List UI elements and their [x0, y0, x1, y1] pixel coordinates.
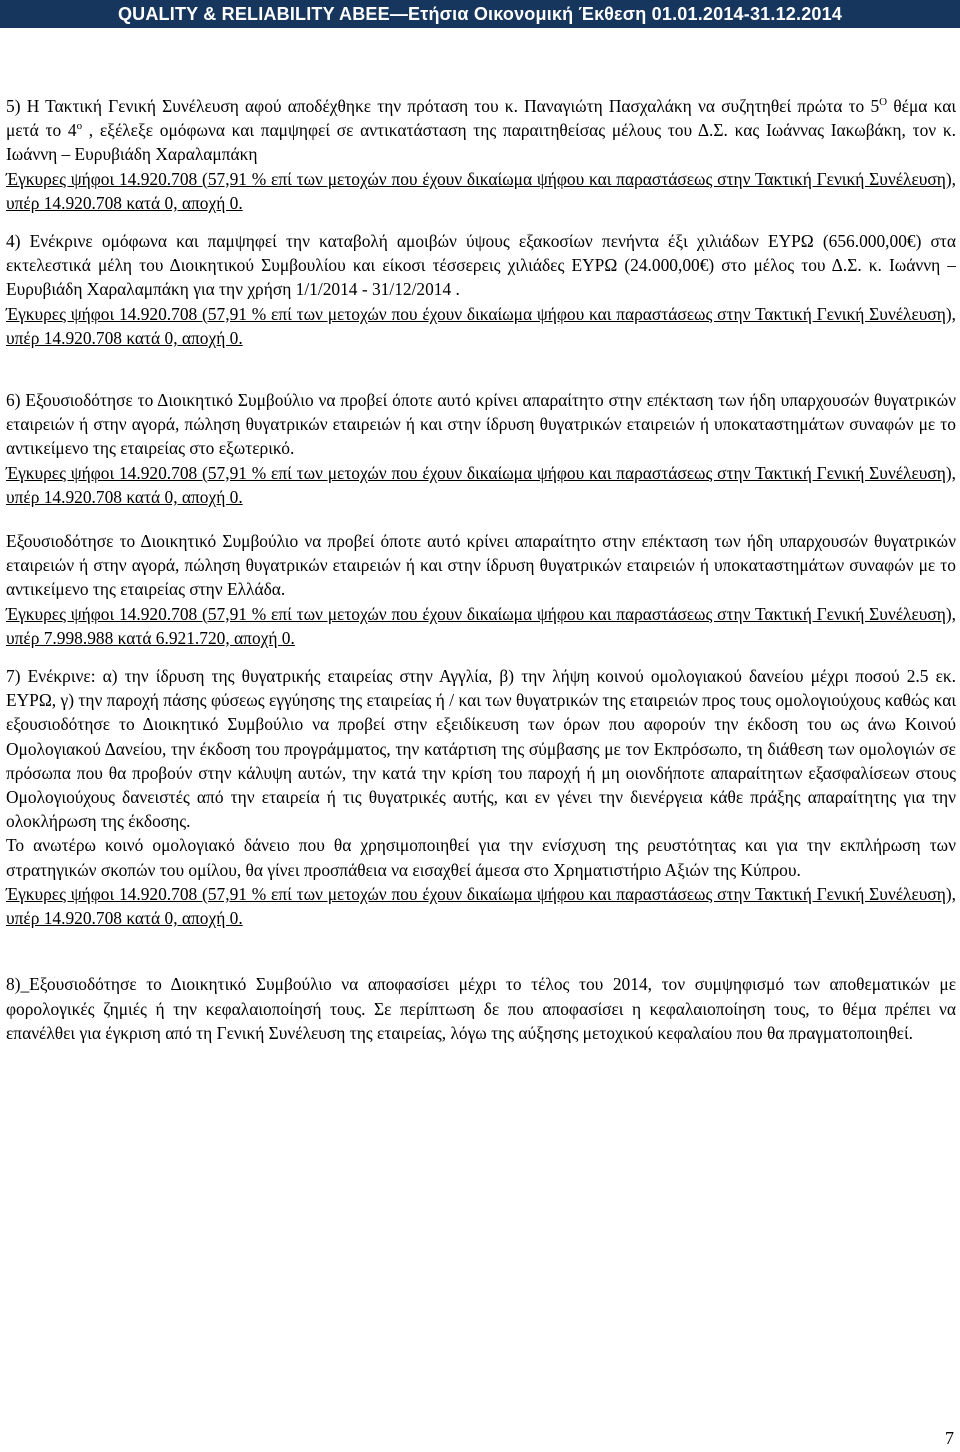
item-7-text-2: Το ανωτέρω κοινό ομολογιακό δάνειο που θα χρησιμοποιηθεί για την ενίσχυση της ρευστότητας και για την εκπλήρωση των στρατηγικών σκοπών του ομίλου, θα γίνει προσπάθεια να εισαχθεί άμεσα στο Χρηματιστήριο Αξιών της Κύπρου. [6, 835, 956, 880]
item-7-vote: Έγκυρες ψήφοι 14.920.708 (57,91 % επί των μετοχών που έχουν δικαίωμα ψήφου και παραστάσεως στην Τακτική Γενική Συνέλευση), υπέρ 14.920.708 κατά 0, αποχή 0. [6, 883, 956, 929]
document-header [0, 0, 960, 28]
item-8-text: 8)_Εξουσιοδότησε το Διοικητικό Συμβούλιο να αποφασίσει μέχρι το τέλος του 2014, τον συμψηφισμό των αποθεματικών με φορολογικές ζημιές ή την κεφαλαιοποίησή τους. Σε περίπτωση δε που αποφασίσει η κεφαλαιοποίηση τους, το θέμα πρέπει να επανέλθει για έγκριση από τη Γενική Συνέλευση της εταιρείας, λόγω της αύξησης μετοχικού κεφαλαίου που θα πραγματοποιηθεί. [6, 974, 956, 1043]
item-5-vote: Έγκυρες ψήφοι 14.920.708 (57,91 % επί των μετοχών που έχουν δικαίωμα ψήφου και παραστάσεως στην Τακτική Γενική Συνέλευση), υπέρ 14.920.708 κατά 0, αποχή 0. [6, 168, 956, 213]
header-title: QUALITY & RELIABILITY ABEE—Ετήσια Οικονομική Έκθεση 01.01.2014-31.12.2014 [117, 4, 843, 24]
item-7-text: 7) Ενέκρινε: α) την ίδρυση της θυγατρικής εταιρείας στην Αγγλία, β) την λήψη κοινού ομολογιακού δανείου μέχρι ποσού 2.5 εκ. ΕΥΡΩ, γ) την παροχή πάσης φύσεως εγγύησης της εταιρείας ή / και των θυγατρικών της εταιρειών προς τους ομολογιούχους καθώς και εξουσιοδότησε το Διοικητικό Συμβούλιο να προβεί στην εξειδίκευση των όρων που αφορούν την έκδοση του ως άνω Κοινού Ομολογιακού Δανείου, την έκδοση του προγράμματος, την κατάρτιση της σύμβασης με τον Εκπρόσωπο, τη διάθεση των ομολογιών σε πρόσωπα που θα προβούν στην κάλυψη αυτών, την κατά την κρίση του παροχή ή μη οιονδήποτε απαραίτητων εξασφαλίσεων στους Ομολογιούχους δανειστές από την εταιρεία ή τις θυγατρικές αυτής, και εν γένει την διενέργεια κάθε πράξης απαραίτητης για την ολοκλήρωση της έκδοσης. [6, 666, 956, 832]
item-5-text: 5) Η Τακτική Γενική Συνέλευση αφού αποδέχθηκε την πρόταση του κ. Παναγιώτη Πασχαλάκη να συζητηθεί πρώτα το $5^O$ θέμα και μετά το $4^o$ , εξέλεξε ομόφωνα και παμψηφεί σε αντικατάσταση της παραιτηθείσας μέλους του Δ.Σ. κας Ιωάννας Ιακωβάκη, τον κ. Ιωάννη – Ευρυβιάδη Χαραλαμπάκη [6, 96, 956, 165]
item-6-text-2: Εξουσιοδότησε το Διοικητικό Συμβούλιο να προβεί όποτε αυτό κρίνει απαραίτητο στην επέκταση των ήδη υπαρχουσών θυγατρικών εταιρειών ή στην αγορά, πώληση θυγατρικών εταιρειών ή και στην ίδρυση θυγατρικών εταιρειών ή υποκαταστημάτων συναφών με το αντικείμενο της εταιρείας στην Ελλάδα. [6, 531, 956, 600]
item-6-vote-2: Έγκυρες ψήφοι 14.920.708 (57,91 % επί των μετοχών που έχουν δικαίωμα ψήφου και παραστάσεως στην Τακτική Γενική Συνέλευση), υπέρ 7.998.988 κατά 6.921.720, αποχή 0. [6, 603, 956, 648]
item-4-vote: Έγκυρες ψήφοι 14.920.708 (57,91 % επί των μετοχών που έχουν δικαίωμα ψήφου και παραστάσεως στην Τακτική Γενική Συνέλευση), υπέρ 14.920.708 κατά 0, αποχή 0. [6, 303, 956, 348]
item-6-vote: Έγκυρες ψήφοι 14.920.708 (57,91 % επί των μετοχών που έχουν δικαίωμα ψήφου και παραστάσεως στην Τακτική Γενική Συνέλευση), υπέρ 14.920.708 κατά 0, αποχή 0. [6, 462, 956, 507]
item-4-text: 4) Ενέκρινε ομόφωνα και παμψηφεί την καταβολή αμοιβών ύψους εξακοσίων πενήντα έξι χιλιάδων ΕΥΡΩ (656.000,00€) στα εκτελεστικά μέλη του Διοικητικού Συμβουλίου και είκοσι τέσσερεις χιλιάδες ΕΥΡΩ (24.000,00€) στο μέλος του Δ.Σ. κ. Ιωάννη – Ευρυβιάδη Χαραλαμπάκη για την χρήση 1/1/2014 - 31/12/2014 . [6, 231, 956, 300]
page-number: 7 [945, 1428, 954, 1448]
item-6-text: 6) Εξουσιοδότησε το Διοικητικό Συμβούλιο να προβεί όποτε αυτό κρίνει απαραίτητο στην επέκταση των ήδη υπαρχουσών θυγατρικών εταιρειών ή στην αγορά, πώληση θυγατρικών εταιρειών ή και στην ίδρυση θυγατρικών εταιρειών ή υποκαταστημάτων συναφών με το αντικείμενο της εταιρείας στο εξωτερικό. [6, 390, 956, 459]
document-body [6, 94, 956, 1045]
